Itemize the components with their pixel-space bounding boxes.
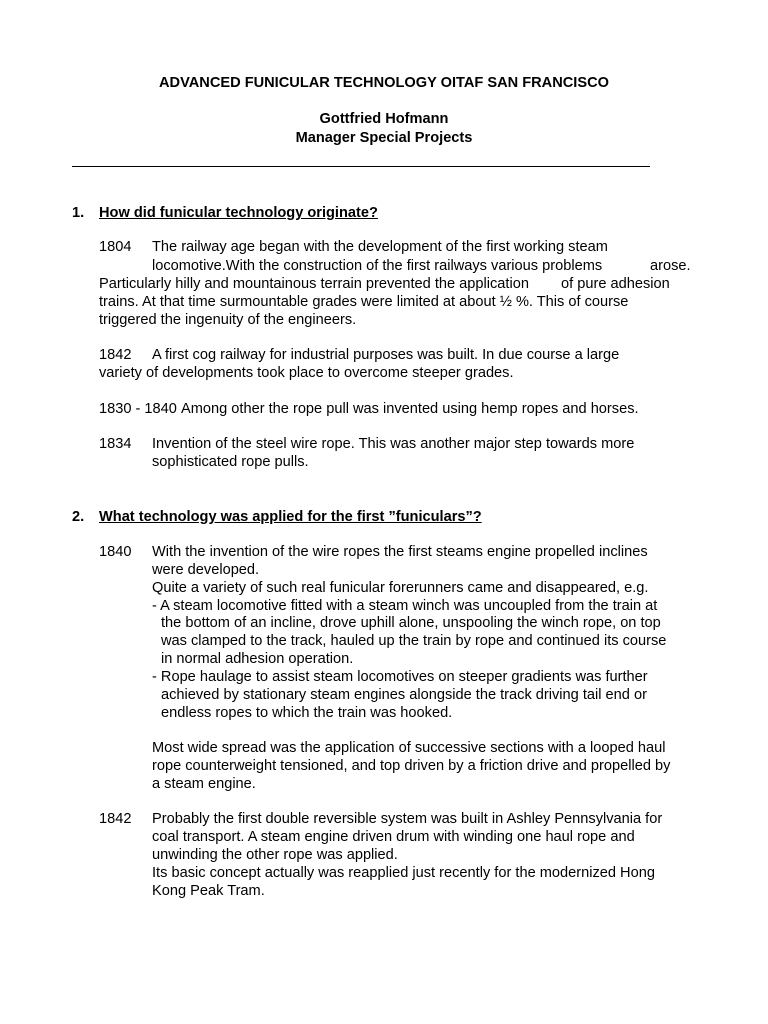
entry-text-line: Kong Peak Tram. — [152, 883, 265, 899]
entry-text-line: achieved by stationary steam engines alongside the track driving tail end or — [161, 687, 647, 703]
entry-text-line: Most wide spread was the application of successive sections with a looped haul — [152, 740, 666, 756]
entry-text-line: trains. At that time surmountable grades were limited at about ½ %. This of course — [99, 294, 629, 310]
entry-year: 1834 — [99, 436, 132, 452]
entry-text-line: the bottom of an incline, drove uphill alone, unspooling the winch rope, on top — [161, 615, 661, 631]
entry-text-line: - A steam locomotive fitted with a steam winch was uncoupled from the train at — [152, 598, 658, 614]
section-1-number: 1. — [72, 205, 85, 221]
entry-text-line: were developed. — [152, 562, 260, 578]
entry-text-line: variety of developments took place to overcome steeper grades. — [99, 365, 514, 381]
entry-text-line: coal transport. A steam engine driven drum with winding one haul rope and — [152, 829, 635, 845]
entry-text-line: endless ropes to which the train was hooked. — [161, 705, 453, 721]
entry-text-line: Quite a variety of such real funicular forerunners came and disappeared, e.g. — [152, 580, 649, 596]
entry-text-line: Particularly hilly and mountainous terrain prevented the application — [99, 276, 529, 292]
entry-text-line: Probably the first double reversible system was built in Ashley Pennsylvania for — [152, 811, 663, 827]
entry-text-line: Its basic concept actually was reapplied just recently for the modernized Hong — [152, 865, 655, 881]
entry-text-line: sophisticated rope pulls. — [152, 454, 309, 470]
author-name: Gottfried Hofmann — [319, 111, 449, 127]
entry-text-line: triggered the ingenuity of the engineers. — [99, 312, 357, 328]
section-2-heading: What technology was applied for the first ”funiculars”? — [99, 509, 482, 525]
entry-text-line: of pure adhesion — [561, 276, 670, 292]
section-1-heading: How did funicular technology originate? — [99, 205, 378, 221]
header-divider — [72, 166, 650, 167]
entry-text-line: unwinding the other rope was applied. — [152, 847, 398, 863]
author-role: Manager Special Projects — [295, 130, 473, 146]
entry-year: 1804 — [99, 239, 132, 255]
entry-year: 1842 — [99, 347, 132, 363]
document-title: ADVANCED FUNICULAR TECHNOLOGY OITAF SAN FRANCISCO — [159, 75, 609, 91]
section-2-number: 2. — [72, 509, 85, 525]
entry-text-line: A first cog railway for industrial purposes was built. In due course a large — [152, 347, 620, 363]
entry-text-line: rope counterweight tensioned, and top driven by a friction drive and propelled by — [152, 758, 671, 774]
entry-text-line: arose. — [650, 258, 691, 274]
entry-text-line: With the invention of the wire ropes the first steams engine propelled inclines — [152, 544, 648, 560]
entry-year: 1830 - 1840 — [99, 401, 177, 417]
entry-text-line: The railway age began with the development of the first working steam — [152, 239, 608, 255]
entry-text-line: locomotive.With the construction of the first railways various problems — [152, 258, 603, 274]
entry-year: 1840 — [99, 544, 132, 560]
entry-text-line: in normal adhesion operation. — [161, 651, 354, 667]
entry-year: 1842 — [99, 811, 132, 827]
entry-text-line: was clamped to the track, hauled up the train by rope and continued its course — [161, 633, 667, 649]
entry-text-line: - Rope haulage to assist steam locomotives on steeper gradients was further — [152, 669, 648, 685]
entry-text-line: Invention of the steel wire rope. This was another major step towards more — [152, 436, 635, 452]
entry-text-line: a steam engine. — [152, 776, 256, 792]
entry-text-line: Among other the rope pull was invented using hemp ropes and horses. — [181, 401, 639, 417]
